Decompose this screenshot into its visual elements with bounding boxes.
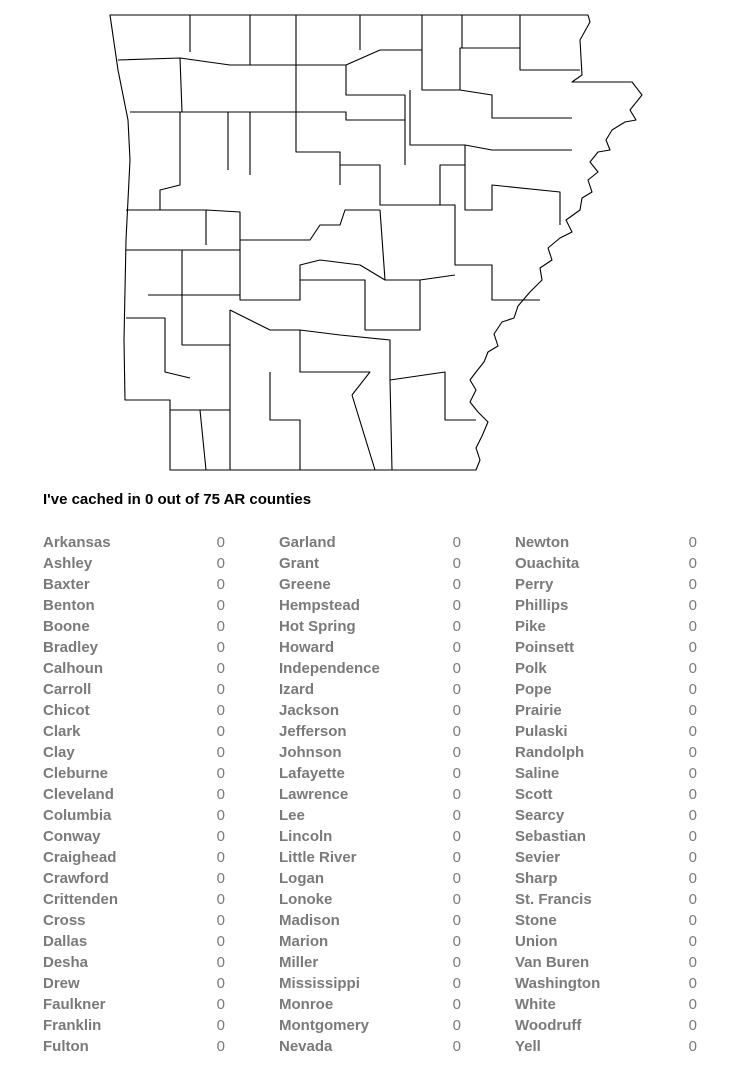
county-name: Yell (515, 1038, 541, 1055)
county-count: 0 (216, 660, 225, 677)
county-name: Carroll (43, 681, 92, 698)
county-name: Clay (43, 744, 75, 761)
county-count: 0 (452, 618, 461, 635)
county-count: 0 (452, 744, 461, 761)
county-count: 0 (688, 660, 697, 677)
county-count: 0 (452, 933, 461, 950)
arkansas-county-map (0, 0, 750, 480)
county-name: Arkansas (43, 534, 111, 551)
county-row (279, 995, 461, 1016)
county-count: 0 (216, 744, 225, 761)
county-name: Poinsett (515, 639, 575, 656)
county-count: 0 (688, 975, 697, 992)
county-name: Ashley (43, 555, 93, 572)
county-count: 0 (216, 639, 225, 656)
county-name: Chicot (43, 702, 90, 719)
county-name: Bradley (43, 639, 99, 656)
county-row (515, 911, 697, 932)
county-count: 0 (452, 765, 461, 782)
county-name: Grant (279, 555, 320, 572)
county-name: Woodruff (515, 1017, 582, 1034)
county-row (279, 575, 461, 596)
county-count: 0 (216, 681, 225, 698)
county-row (515, 722, 697, 743)
county-name: Crawford (43, 870, 109, 887)
county-count: 0 (688, 870, 697, 887)
county-name: Independence (279, 660, 380, 677)
county-row (43, 743, 225, 764)
county-name: Polk (515, 660, 547, 677)
county-count: 0 (452, 597, 461, 614)
county-row (279, 848, 461, 869)
county-row (515, 575, 697, 596)
county-name: Jackson (279, 702, 340, 719)
county-row (515, 617, 697, 638)
county-name: Searcy (515, 807, 565, 824)
county-name: Boone (43, 618, 90, 635)
county-count: 0 (688, 933, 697, 950)
county-row (279, 533, 461, 554)
county-count: 0 (216, 807, 225, 824)
county-count: 0 (688, 555, 697, 572)
county-name: Izard (279, 681, 315, 698)
county-count: 0 (216, 933, 225, 950)
county-count: 0 (452, 660, 461, 677)
county-row (279, 764, 461, 785)
county-row (279, 911, 461, 932)
county-count: 0 (688, 765, 697, 782)
county-row (515, 869, 697, 890)
county-count: 0 (216, 597, 225, 614)
county-row (279, 743, 461, 764)
county-row (279, 785, 461, 806)
county-row (279, 659, 461, 680)
county-name: Benton (43, 597, 95, 614)
county-row (515, 890, 697, 911)
county-count: 0 (688, 786, 697, 803)
county-name: Lincoln (279, 828, 333, 845)
county-count: 0 (452, 681, 461, 698)
county-count: 0 (452, 1038, 461, 1055)
county-row (43, 848, 225, 869)
county-row (43, 911, 225, 932)
county-name: Newton (515, 534, 570, 551)
county-count: 0 (452, 723, 461, 740)
county-count: 0 (688, 723, 697, 740)
county-row (43, 869, 225, 890)
county-row (43, 995, 225, 1016)
county-count: 0 (452, 828, 461, 845)
county-row (515, 806, 697, 827)
county-count: 0 (216, 954, 225, 971)
county-name: Clark (43, 723, 81, 740)
county-name: St. Francis (515, 891, 592, 908)
county-row (43, 701, 225, 722)
county-count: 0 (216, 975, 225, 992)
county-name: Monroe (279, 996, 334, 1013)
county-row (43, 785, 225, 806)
county-name: Johnson (279, 744, 342, 761)
county-count: 0 (216, 891, 225, 908)
county-name: Pope (515, 681, 552, 698)
county-row (515, 785, 697, 806)
county-row (43, 596, 225, 617)
county-count: 0 (452, 954, 461, 971)
county-name: Saline (515, 765, 560, 782)
county-count: 0 (216, 555, 225, 572)
county-name: Conway (43, 828, 101, 845)
county-name: Scott (515, 786, 553, 803)
county-row (515, 701, 697, 722)
county-row (515, 953, 697, 974)
county-name: Franklin (43, 1017, 102, 1034)
county-count: 0 (452, 891, 461, 908)
county-count: 0 (688, 849, 697, 866)
county-row (279, 701, 461, 722)
county-row (43, 617, 225, 638)
county-name: Montgomery (279, 1017, 369, 1034)
county-row (515, 1016, 697, 1037)
county-name: Crittenden (43, 891, 118, 908)
county-count: 0 (216, 702, 225, 719)
county-row (43, 638, 225, 659)
county-count: 0 (688, 744, 697, 761)
county-row (43, 1016, 225, 1037)
county-count: 0 (452, 576, 461, 593)
county-name: Washington (515, 975, 601, 992)
county-name: Mississippi (279, 975, 360, 992)
county-count: 0 (216, 912, 225, 929)
county-row (279, 806, 461, 827)
county-name: Ouachita (515, 555, 580, 572)
county-name: Baxter (43, 576, 90, 593)
county-count: 0 (452, 786, 461, 803)
county-name: Columbia (43, 807, 112, 824)
county-count: 0 (688, 639, 697, 656)
county-lines (118, 15, 580, 470)
county-count: 0 (452, 996, 461, 1013)
county-name: Pike (515, 618, 546, 635)
county-count: 0 (452, 870, 461, 887)
county-row (279, 890, 461, 911)
county-name: Howard (279, 639, 335, 656)
county-name: Calhoun (43, 660, 103, 677)
county-row (515, 533, 697, 554)
county-count: 0 (452, 534, 461, 551)
county-count: 0 (452, 1017, 461, 1034)
county-row (515, 554, 697, 575)
county-count: 0 (452, 807, 461, 824)
county-row (279, 617, 461, 638)
county-row (279, 722, 461, 743)
county-row (515, 596, 697, 617)
county-count: 0 (452, 975, 461, 992)
county-name: Stone (515, 912, 557, 929)
county-name: Lafayette (279, 765, 345, 782)
cached-summary: I've cached in 0 out of 75 AR counties (43, 491, 312, 508)
county-count: 0 (688, 828, 697, 845)
county-row (515, 638, 697, 659)
county-count: 0 (216, 765, 225, 782)
county-name: Lee (279, 807, 305, 824)
county-count: 0 (688, 996, 697, 1013)
county-name: Jefferson (279, 723, 347, 740)
county-row (515, 827, 697, 848)
county-count: 0 (688, 702, 697, 719)
county-row (279, 1037, 461, 1058)
county-count: 0 (688, 954, 697, 971)
county-name: Little River (279, 849, 357, 866)
county-name: Hempstead (279, 597, 360, 614)
county-count: 0 (688, 681, 697, 698)
county-name: Van Buren (515, 954, 590, 971)
county-row (279, 596, 461, 617)
county-count: 0 (688, 618, 697, 635)
county-row (43, 1037, 225, 1058)
county-count: 0 (688, 534, 697, 551)
county-name: Sebastian (515, 828, 586, 845)
county-count: 0 (452, 555, 461, 572)
county-row (43, 764, 225, 785)
county-row (43, 827, 225, 848)
county-row (279, 974, 461, 995)
county-row (279, 554, 461, 575)
county-count: 0 (216, 786, 225, 803)
county-count: 0 (216, 996, 225, 1013)
county-name: Lonoke (279, 891, 333, 908)
county-name: Perry (515, 576, 554, 593)
county-count: 0 (688, 576, 697, 593)
county-name: Logan (279, 870, 324, 887)
county-name: Desha (43, 954, 89, 971)
county-row (43, 680, 225, 701)
county-count: 0 (216, 618, 225, 635)
county-row (43, 533, 225, 554)
county-count: 0 (216, 828, 225, 845)
county-name: Cross (43, 912, 86, 929)
county-row (279, 638, 461, 659)
county-row (515, 995, 697, 1016)
county-count: 0 (216, 1038, 225, 1055)
county-count: 0 (216, 1017, 225, 1034)
county-row (279, 932, 461, 953)
county-name: Lawrence (279, 786, 349, 803)
county-count: 0 (688, 597, 697, 614)
county-row (279, 680, 461, 701)
county-name: Marion (279, 933, 329, 950)
county-count: 0 (216, 723, 225, 740)
county-row (279, 953, 461, 974)
county-name: Madison (279, 912, 340, 929)
county-name: Miller (279, 954, 319, 971)
county-row (515, 932, 697, 953)
county-row (43, 932, 225, 953)
county-row (515, 974, 697, 995)
county-count: 0 (216, 849, 225, 866)
county-count: 0 (452, 849, 461, 866)
county-count: 0 (688, 807, 697, 824)
county-name: Pulaski (515, 723, 568, 740)
county-count: 0 (688, 912, 697, 929)
county-name: Faulkner (43, 996, 106, 1013)
county-name: Phillips (515, 597, 569, 614)
county-count: 0 (452, 702, 461, 719)
county-name: Craighead (43, 849, 117, 866)
county-name: Sevier (515, 849, 561, 866)
county-row (43, 953, 225, 974)
county-name: Nevada (279, 1038, 333, 1055)
county-count: 0 (452, 639, 461, 656)
county-column-3 (515, 533, 697, 1058)
county-name: Cleveland (43, 786, 114, 803)
county-row (515, 764, 697, 785)
county-row (515, 743, 697, 764)
county-name: Hot Spring (279, 618, 356, 635)
county-row (515, 848, 697, 869)
county-count: 0 (688, 1017, 697, 1034)
county-row (515, 680, 697, 701)
county-name: Greene (279, 576, 331, 593)
county-name: Cleburne (43, 765, 109, 782)
county-row (43, 722, 225, 743)
county-name: White (515, 996, 556, 1013)
county-count: 0 (452, 912, 461, 929)
county-column-2 (279, 533, 461, 1058)
state-outline (110, 15, 642, 470)
county-name: Union (515, 933, 558, 950)
county-count: 0 (216, 870, 225, 887)
county-row (515, 659, 697, 680)
county-count: 0 (216, 534, 225, 551)
county-count: 0 (688, 1038, 697, 1055)
county-column-1 (43, 533, 225, 1058)
county-row (515, 1037, 697, 1058)
county-count: 0 (688, 891, 697, 908)
county-row (279, 869, 461, 890)
county-row (43, 659, 225, 680)
county-name: Drew (43, 975, 80, 992)
county-row (279, 1016, 461, 1037)
county-row (43, 806, 225, 827)
county-row (279, 827, 461, 848)
county-count: 0 (216, 576, 225, 593)
county-row (43, 974, 225, 995)
county-row (43, 575, 225, 596)
county-name: Garland (279, 534, 336, 551)
county-name: Sharp (515, 870, 558, 887)
county-name: Fulton (43, 1038, 89, 1055)
county-row (43, 554, 225, 575)
county-name: Prairie (515, 702, 562, 719)
county-name: Randolph (515, 744, 585, 761)
county-row (43, 890, 225, 911)
county-name: Dallas (43, 933, 88, 950)
